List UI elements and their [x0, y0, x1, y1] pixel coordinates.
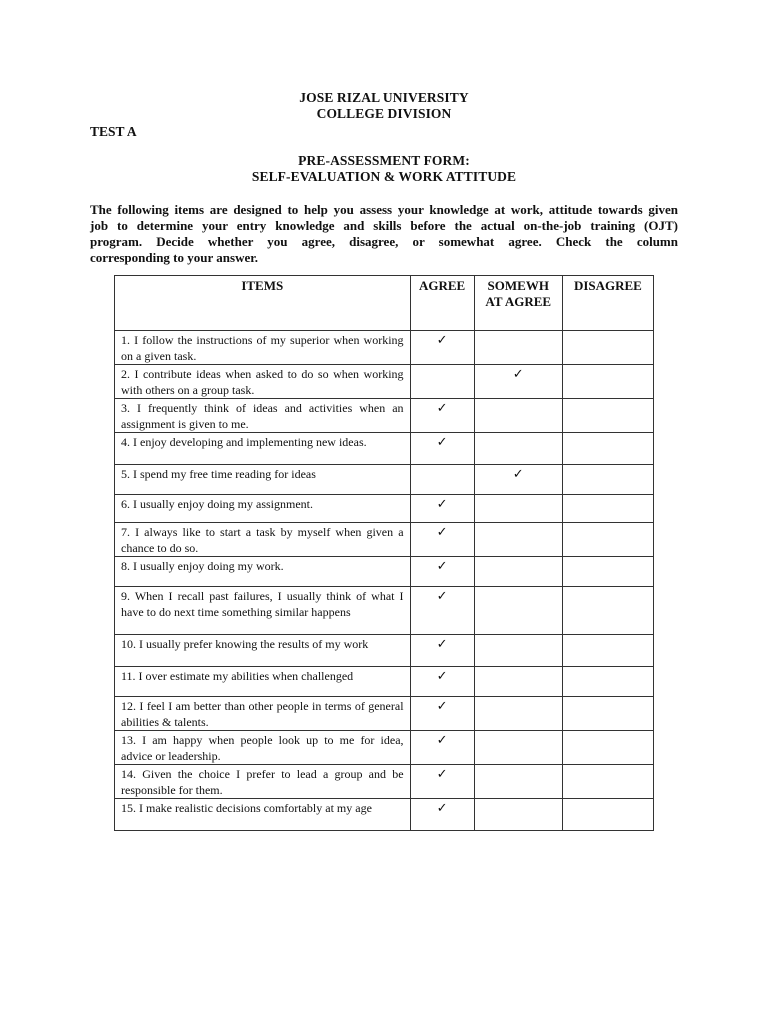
- disagree-cell[interactable]: [562, 731, 653, 765]
- table-row: [115, 635, 654, 667]
- instructions-line: corresponding to your answer.: [90, 250, 259, 265]
- table-row: [115, 587, 654, 635]
- somewhat-cell[interactable]: [474, 799, 562, 831]
- item-statement: 12. I feel I am better than other people in terms of general abilities & talents.: [115, 697, 411, 731]
- agree-cell[interactable]: [410, 697, 474, 731]
- agree-cell[interactable]: [410, 799, 474, 831]
- agree-cell[interactable]: [410, 557, 474, 587]
- somewhat-cell[interactable]: [474, 365, 562, 399]
- agree-cell[interactable]: [410, 667, 474, 697]
- disagree-cell[interactable]: [562, 765, 653, 799]
- agree-cell[interactable]: [410, 523, 474, 557]
- item-statement: 9. When I recall past failures, I usually think of what I have to do next time something similar happens: [115, 587, 411, 635]
- disagree-cell[interactable]: [562, 697, 653, 731]
- table-row: [115, 365, 654, 399]
- header-somewhat-agree: SOMEWH AT AGREE: [474, 276, 562, 331]
- disagree-cell[interactable]: [562, 667, 653, 697]
- check-mark-icon: ✓: [436, 588, 448, 603]
- instructions-line: The following items are designed to help you assess your knowledge at work, attitude towards given: [90, 202, 678, 217]
- item-statement: 6. I usually enjoy doing my assignment.: [115, 495, 411, 523]
- somewhat-cell[interactable]: [474, 635, 562, 667]
- check-mark-icon: ✓: [436, 400, 448, 415]
- agree-cell[interactable]: [410, 365, 474, 399]
- header-agree: AGREE: [410, 276, 474, 331]
- table-row: [115, 523, 654, 557]
- somewhat-cell[interactable]: [474, 465, 562, 495]
- somewhat-cell[interactable]: [474, 557, 562, 587]
- header-items: ITEMS: [115, 276, 411, 331]
- check-mark-icon: ✓: [436, 766, 448, 781]
- disagree-cell[interactable]: [562, 433, 653, 465]
- agree-cell[interactable]: [410, 495, 474, 523]
- check-mark-icon: ✓: [436, 524, 448, 539]
- item-statement: 2. I contribute ideas when asked to do so when working with others on a group task.: [115, 365, 411, 399]
- somewhat-cell[interactable]: [474, 433, 562, 465]
- agree-cell[interactable]: [410, 433, 474, 465]
- item-statement: 11. I over estimate my abilities when challenged: [115, 667, 411, 697]
- check-mark-icon: ✓: [436, 636, 448, 651]
- form-subtitle: SELF-EVALUATION & WORK ATTITUDE: [251, 169, 517, 184]
- item-statement: 14. Given the choice I prefer to lead a group and be responsible for them.: [115, 765, 411, 799]
- division-name: COLLEGE DIVISION: [316, 106, 452, 121]
- table-row: [115, 433, 654, 465]
- table-row: [115, 731, 654, 765]
- check-mark-icon: ✓: [436, 332, 448, 347]
- somewhat-cell[interactable]: [474, 495, 562, 523]
- somewhat-cell[interactable]: [474, 667, 562, 697]
- disagree-cell[interactable]: [562, 635, 653, 667]
- item-statement: 4. I enjoy developing and implementing new ideas.: [115, 433, 411, 465]
- disagree-cell[interactable]: [562, 557, 653, 587]
- disagree-cell[interactable]: [562, 799, 653, 831]
- table-row: [115, 765, 654, 799]
- table-row: [115, 667, 654, 697]
- item-statement: 5. I spend my free time reading for ideas: [115, 465, 411, 495]
- agree-cell[interactable]: [410, 399, 474, 433]
- somewhat-cell[interactable]: [474, 399, 562, 433]
- disagree-cell[interactable]: [562, 399, 653, 433]
- instructions-line: job to determine your entry knowledge and skills before the actual on-the-job training (OJT): [90, 218, 678, 233]
- agree-cell[interactable]: [410, 765, 474, 799]
- check-mark-icon: ✓: [436, 698, 448, 713]
- form-title: PRE-ASSESSMENT FORM:: [298, 153, 470, 168]
- table-row: [115, 331, 654, 365]
- test-label: TEST A: [90, 124, 137, 139]
- check-mark-icon: ✓: [436, 668, 448, 683]
- somewhat-cell[interactable]: [474, 523, 562, 557]
- somewhat-cell[interactable]: [474, 331, 562, 365]
- somewhat-cell[interactable]: [474, 765, 562, 799]
- disagree-cell[interactable]: [562, 365, 653, 399]
- table-row: [115, 557, 654, 587]
- table-row: [115, 399, 654, 433]
- disagree-cell[interactable]: [562, 495, 653, 523]
- instructions-paragraph: [90, 202, 678, 266]
- disagree-cell[interactable]: [562, 523, 653, 557]
- assessment-table: [114, 275, 654, 831]
- agree-cell[interactable]: [410, 331, 474, 365]
- table-row: [115, 465, 654, 495]
- check-mark-icon: ✓: [436, 732, 448, 747]
- check-mark-icon: ✓: [436, 496, 448, 511]
- somewhat-cell[interactable]: [474, 731, 562, 765]
- item-statement: 15. I make realistic decisions comfortably at my age: [115, 799, 411, 831]
- table-header-row: [115, 276, 654, 331]
- header-disagree: DISAGREE: [562, 276, 653, 331]
- table-body: [115, 331, 654, 831]
- check-mark-icon: ✓: [436, 558, 448, 573]
- item-statement: 7. I always like to start a task by myself when given a chance to do so.: [115, 523, 411, 557]
- agree-cell[interactable]: [410, 635, 474, 667]
- check-mark-icon: ✓: [512, 366, 524, 381]
- item-statement: 10. I usually prefer knowing the results of my work: [115, 635, 411, 667]
- check-mark-icon: ✓: [436, 434, 448, 449]
- item-statement: 3. I frequently think of ideas and activities when an assignment is given to me.: [115, 399, 411, 433]
- check-mark-icon: ✓: [436, 800, 448, 815]
- agree-cell[interactable]: [410, 465, 474, 495]
- table-row: [115, 697, 654, 731]
- disagree-cell[interactable]: [562, 465, 653, 495]
- somewhat-cell[interactable]: [474, 587, 562, 635]
- agree-cell[interactable]: [410, 587, 474, 635]
- instructions-line: program. Decide whether you agree, disagree, or somewhat agree. Check the column: [90, 234, 678, 249]
- university-name: JOSE RIZAL UNIVERSITY: [299, 90, 469, 105]
- check-mark-icon: ✓: [512, 466, 524, 481]
- agree-cell[interactable]: [410, 731, 474, 765]
- item-statement: 1. I follow the instructions of my superior when working on a given task.: [115, 331, 411, 365]
- table-row: [115, 495, 654, 523]
- disagree-cell[interactable]: [562, 331, 653, 365]
- item-statement: 13. I am happy when people look up to me for idea, advice or leadership.: [115, 731, 411, 765]
- disagree-cell[interactable]: [562, 587, 653, 635]
- somewhat-cell[interactable]: [474, 697, 562, 731]
- table-row: [115, 799, 654, 831]
- item-statement: 8. I usually enjoy doing my work.: [115, 557, 411, 587]
